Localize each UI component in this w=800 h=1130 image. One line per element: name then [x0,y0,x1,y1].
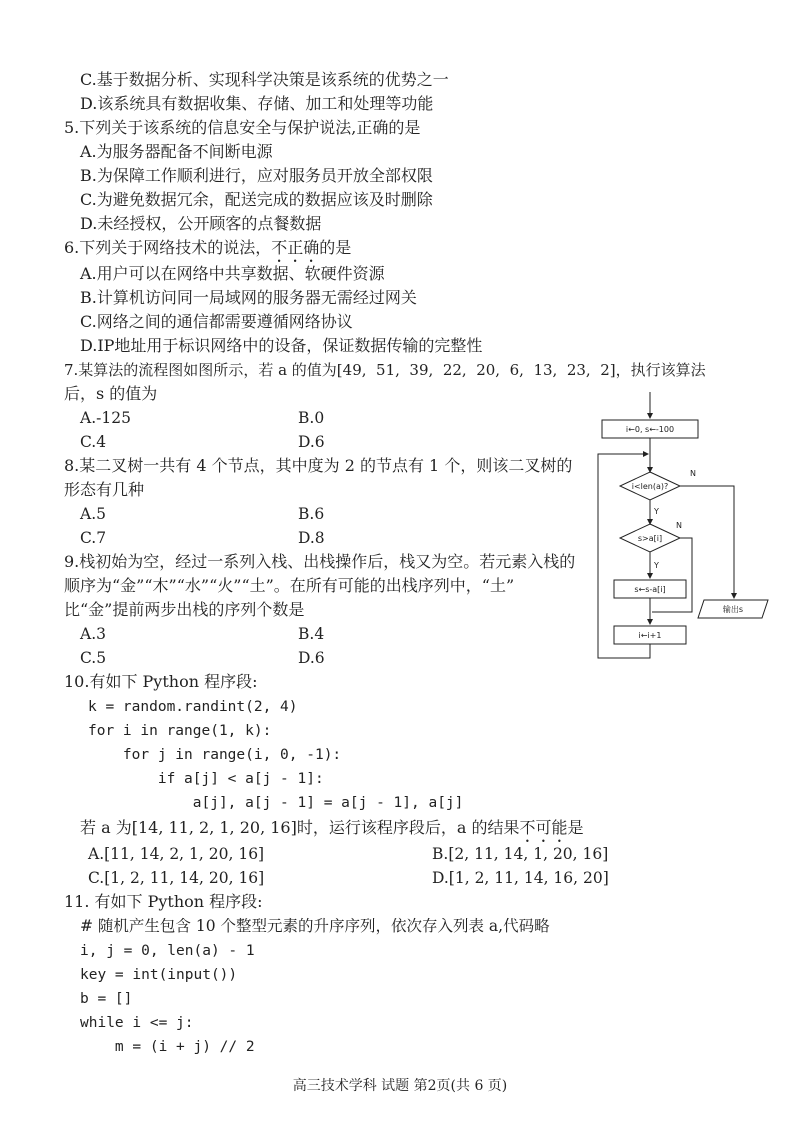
flow-incr-text: i←i+1 [638,631,662,640]
q10-code-line: a[j], a[j - 1] = a[j - 1], a[j] [88,795,464,811]
q10-option-c: C.[1, 2, 11, 14, 20, 16] [88,869,265,887]
q8-option-d: D.8 [298,529,325,547]
algorithm-flowchart [592,392,772,662]
flow-assign-text: s←s-a[i] [634,585,666,594]
q7-option-a: A.-125 [80,409,131,427]
q4-option-c: C.基于数据分析、实现科学决策是该系统的优势之一 [80,70,449,89]
q6-option-a: A.用户可以在网络中共享数据、软硬件资源 [80,264,385,283]
q10-option-d: D.[1, 2, 11, 14, 16, 20] [432,869,609,887]
q10-option-a: A.[11, 14, 2, 1, 20, 16] [88,845,265,863]
q10-option-b: B.[2, 11, 14, 1, 20, 16] [432,845,609,863]
q7-stem-line2: 后，s 的值为 [64,384,158,403]
q5-option-c: C.为避免数据冗余，配送完成的数据应该及时删除 [80,190,433,209]
q11-stem: 11. 有如下 Python 程序段: [64,892,263,911]
q11-code-line: b = [] [80,991,133,1007]
q9-option-b: B.4 [298,625,325,643]
q8-stem-line1: 8.某二叉树一共有 4 个节点，其中度为 2 的节点有 1 个，则该二叉树的 [64,456,573,475]
flow-yes-label-2: Y [654,561,659,570]
q10-code-line: for i in range(1, k): [88,723,272,739]
q6-option-c: C.网络之间的通信都需要遵循网络协议 [80,312,353,331]
flow-yes-label-1: Y [654,507,659,516]
q11-comment: # 随机产生包含 10 个整型元素的升序序列，依次存入列表 a,代码略 [80,917,550,935]
q5-stem: 5.下列关于该系统的信息安全与保护说法,正确的是 [64,118,421,137]
q8-option-a: A.5 [80,505,106,523]
q8-option-b: B.6 [298,505,325,523]
q10-question: 若 a 为[14, 11, 2, 1, 20, 16]时，运行该程序段后，a 的结果不可能是 [80,818,584,837]
q11-code-line: while i <= j: [80,1015,194,1031]
q10-code-line: if a[j] < a[j - 1]: [88,771,324,787]
flow-init-text: i←0, s←-100 [625,425,675,434]
q9-option-a: A.3 [80,625,106,643]
q7-option-c: C.4 [80,433,107,451]
q10-emphasis: 不可能 [519,818,568,837]
q6-stem: 6.下列关于网络技术的说法，不正确的是 [64,238,352,257]
q11-code-line: m = (i + j) // 2 [80,1039,255,1055]
q7-option-b: B.0 [298,409,325,427]
q8-stem-line2: 形态有几种 [64,480,145,499]
q9-stem-line2: 顺序为“金”“木”“水”“火”“土”。在所有可能的出栈序列中，“土” [64,576,515,595]
q9-option-c: C.5 [80,649,107,667]
flow-output-text: 输出s [722,605,744,614]
q7-stem-line1: 7.某算法的流程图如图所示，若 a 的值为[49, 51, 39, 22, 20, 6, 13, 23, 2]，执行该算法 [64,361,706,379]
q6-option-b: B.计算机访问同一局域网的服务器无需经过网关 [80,288,417,307]
q4-option-d: D.该系统具有数据收集、存储、加工和处理等功能 [80,94,434,113]
flow-cond1-text: i<len(a)? [631,482,669,491]
q6-option-d: D.IP地址用于标识网络中的设备，保证数据传输的完整性 [80,336,483,355]
q9-stem-line1: 9.栈初始为空，经过一系列入栈、出栈操作后，栈又为空。若元素入栈的 [64,552,576,571]
q10-stem: 10.有如下 Python 程序段: [64,672,258,691]
page-footer: 高三技术学科 试题 第2页(共 6 页) [292,1078,508,1094]
q9-stem-line3: 比“金”提前两步出栈的序列个数是 [64,600,305,619]
q5-option-a: A.为服务器配备不间断电源 [80,142,273,161]
q9-option-d: D.6 [298,649,325,667]
q11-code-line: i, j = 0, len(a) - 1 [80,943,255,959]
q6-emphasis: 不正确 [271,238,320,257]
q10-code-line: for j in range(i, 0, -1): [88,747,342,763]
q8-option-c: C.7 [80,529,107,547]
q11-code-line: key = int(input()) [80,967,238,983]
q7-option-d: D.6 [298,433,325,451]
flow-no-label-2: N [676,521,682,530]
q5-option-d: D.未经授权，公开顾客的点餐数据 [80,214,322,233]
flow-cond2-text: s>a[i] [637,534,663,543]
q5-option-b: B.为保障工作顺利进行，应对服务员开放全部权限 [80,166,433,185]
flow-no-label-1: N [690,469,696,478]
q10-code-line: k = random.randint(2, 4) [88,699,298,715]
